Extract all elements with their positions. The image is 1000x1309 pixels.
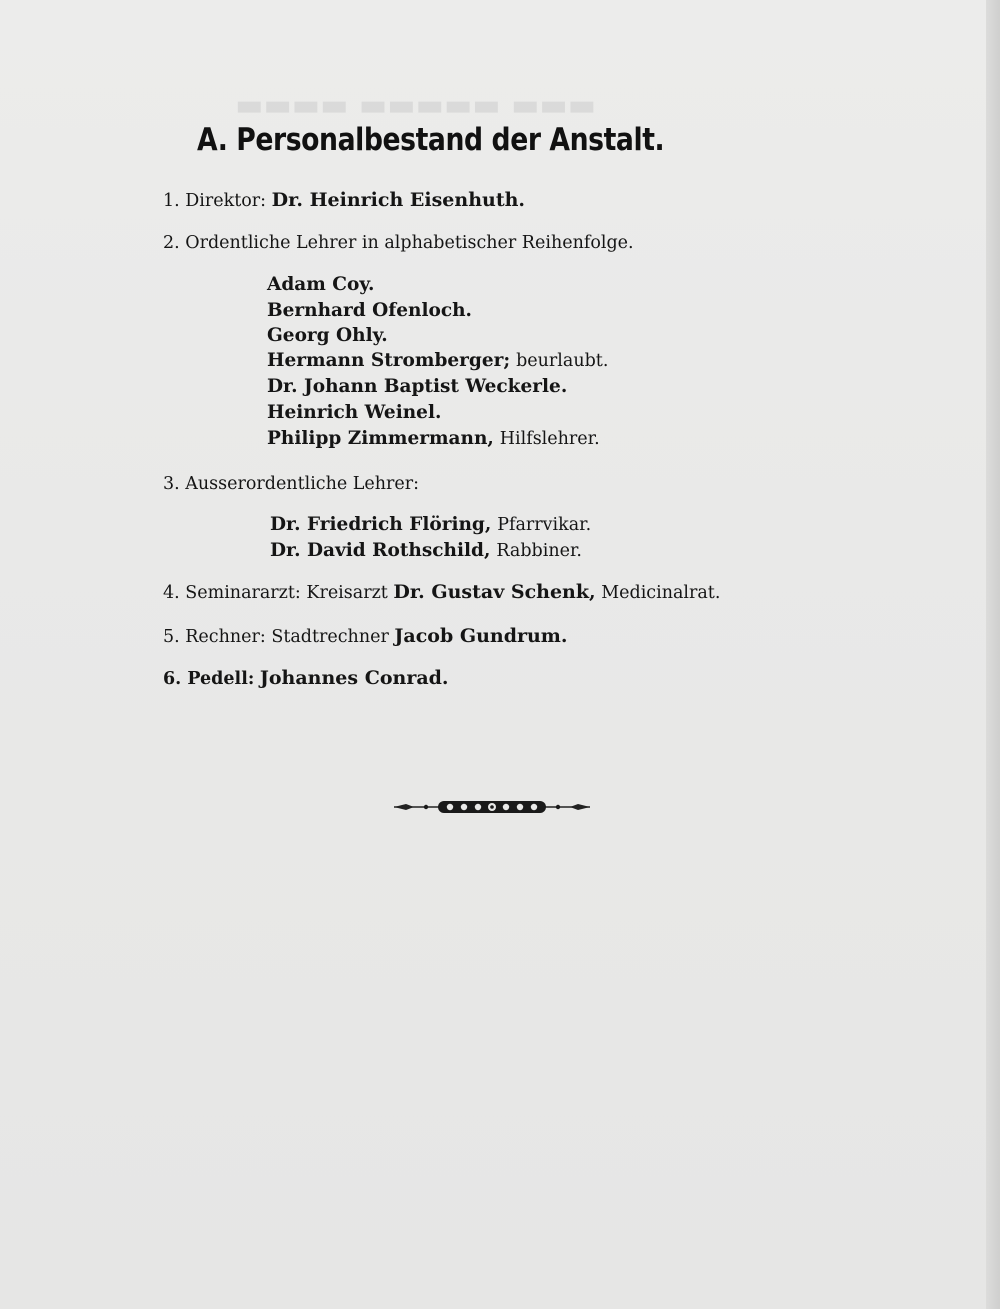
teacher-name: Bernhard Ofenloch. (267, 300, 472, 321)
accountant-line (163, 625, 568, 648)
teacher-entry (267, 273, 374, 297)
teacher-entry (267, 324, 388, 348)
page-title: A. Personalbestand der Anstalt. (197, 122, 665, 158)
teacher-name: Dr. David Rothschild, (270, 540, 491, 561)
beadle-name: Johannes Conrad. (259, 667, 449, 689)
seminar-doctor-line (163, 581, 720, 604)
seminar-doctor-name: Dr. Gustav Schenk, (393, 581, 596, 603)
teacher-entry (267, 401, 441, 425)
teacher-entry (267, 375, 567, 399)
accountant-label: 5. Rechner: (163, 627, 266, 647)
director-line (163, 189, 525, 212)
teacher-entry (267, 349, 608, 373)
teacher-entry (270, 539, 582, 563)
teacher-entry (270, 513, 591, 537)
regular-teachers-heading: 2. Ordentliche Lehrer in alphabetischer Reihenfolge. (163, 233, 634, 253)
teacher-note: Pfarrvikar. (497, 515, 592, 535)
seminar-doctor-note: Medicinalrat. (601, 583, 721, 603)
teacher-name: Hermann Stromberger; (267, 350, 511, 371)
extraordinary-teachers-heading: 3. Ausserordentliche Lehrer: (163, 474, 420, 494)
teacher-name: Philipp Zimmermann, (267, 428, 494, 449)
accountant-role: Stadtrechner (271, 627, 389, 647)
ornament-divider-icon (392, 797, 592, 817)
accountant-name: Jacob Gundrum. (394, 625, 568, 647)
teacher-name: Dr. Friedrich Flöring, (270, 514, 492, 535)
teacher-name: Adam Coy. (267, 274, 375, 295)
teacher-name: Dr. Johann Baptist Weckerle. (267, 376, 568, 397)
teacher-name: Georg Ohly. (267, 325, 388, 346)
teacher-note: Hilfslehrer. (499, 429, 600, 449)
teacher-note: Rabbiner. (496, 541, 582, 561)
teacher-entry (267, 299, 472, 323)
teacher-name: Heinrich Weinel. (267, 402, 442, 423)
director-label: 1. Direktor: (163, 191, 267, 211)
teacher-note: beurlaubt. (516, 351, 609, 371)
seminar-doctor-role: Kreisarzt (306, 583, 388, 603)
seminar-doctor-label: 4. Seminararzt: (163, 583, 301, 603)
director-name: Dr. Heinrich Eisenhuth. (271, 189, 526, 211)
beadle-line (163, 667, 449, 690)
page-edge (986, 0, 1000, 1309)
beadle-label: 6. Pedell: (163, 669, 255, 689)
teacher-entry (267, 427, 600, 451)
show-through-decoration: ▬▬▬ ▬▬▬▬▬ ▬▬▬▬ (235, 88, 597, 123)
